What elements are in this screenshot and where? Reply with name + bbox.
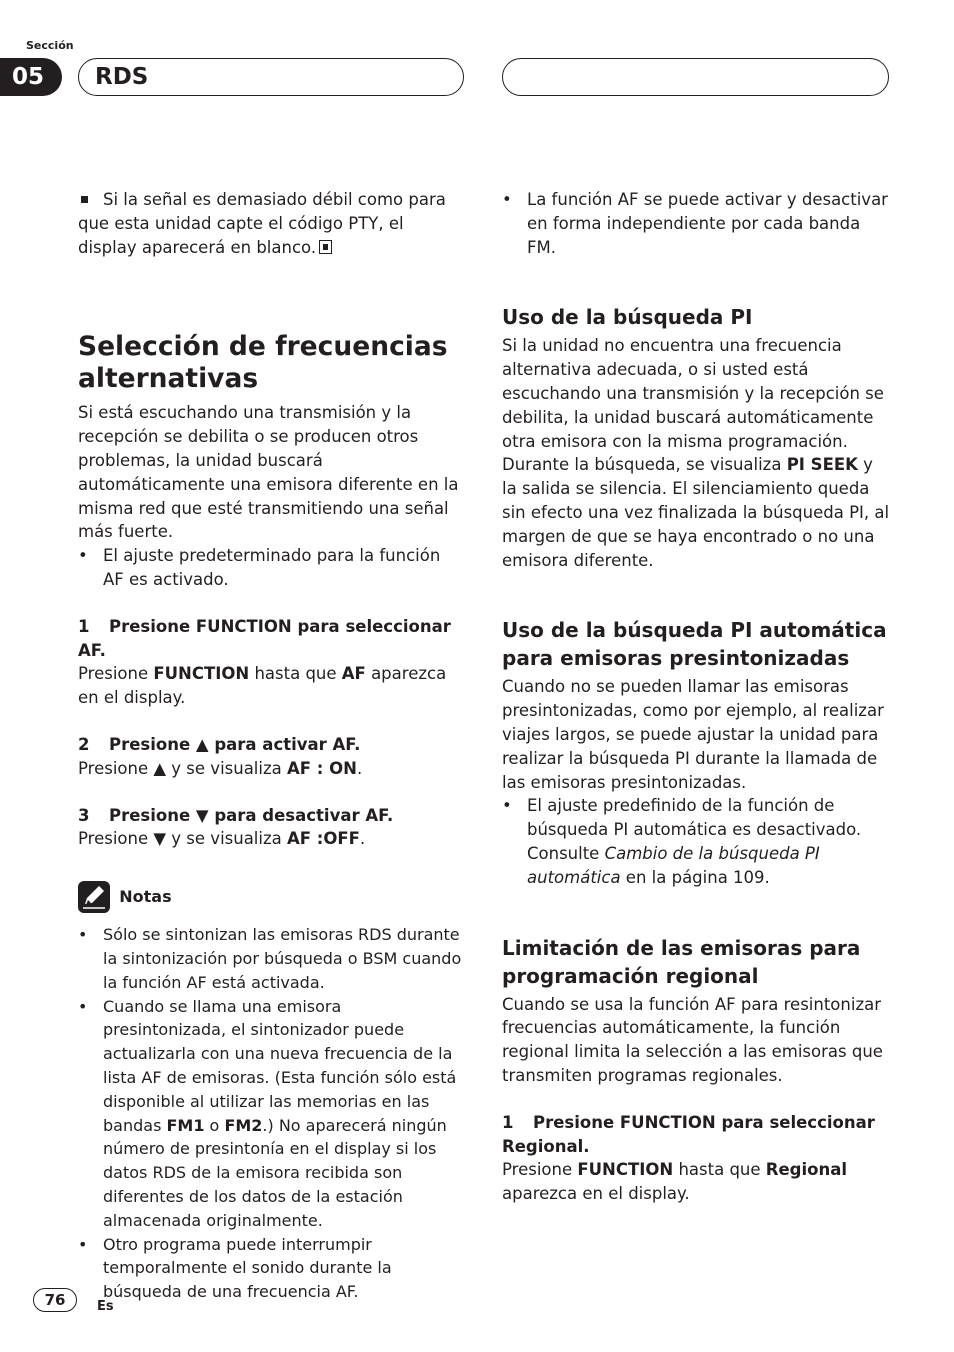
cross-reference-link: Cambio de la búsqueda PI automática xyxy=(527,843,820,887)
af-default-bullet: • El ajuste predeterminado para la función AF es activado. xyxy=(78,546,441,589)
intro-note: Si la señal es demasiado débil como para que esta unidad capte el código PTY, el display aparecerá en blanco. xyxy=(78,190,446,257)
step-1: 1 Presione FUNCTION para seleccionar AF. Presione FUNCTION hasta que AF aparezca en el display. xyxy=(78,615,466,710)
bullet-icon: • xyxy=(78,925,88,945)
regional-body: Cuando se usa la función AF para resintonizar frecuencias automáticamente, la función regional limita la selección a las emisoras que transmiten programas regionales. xyxy=(502,994,883,1085)
section-title: RDS xyxy=(95,64,149,90)
section-label: Sección xyxy=(26,39,74,52)
af-band-bullet: • La función AF se puede activar y desactivar en forma independiente por cada banda FM. xyxy=(502,190,888,257)
right-column xyxy=(502,188,890,1206)
bullet-icon: • xyxy=(502,796,512,816)
step-1-title: Presione FUNCTION para seleccionar AF. xyxy=(78,616,451,660)
step-1-body: Presione FUNCTION hasta que AF aparezca en el display. xyxy=(78,664,447,708)
language-code: Es xyxy=(97,1299,114,1314)
square-bullet-icon xyxy=(81,196,88,203)
step-2-body: Presione ▲ y se visualiza AF : ON. xyxy=(78,758,363,778)
left-column xyxy=(78,188,466,1304)
bullet-icon: • xyxy=(78,996,88,1016)
regional-step-1: 1 Presione FUNCTION para seleccionar Regional. Presione FUNCTION hasta que Regional aparezca en el display. xyxy=(502,1111,890,1206)
af-heading: Selección de frecuencias alternativas xyxy=(78,331,448,395)
regional-step-body: Presione FUNCTION hasta que Regional aparezca en el display. xyxy=(502,1160,848,1204)
step-3-body: Presione ▼ y se visualiza AF :OFF. xyxy=(78,829,366,849)
notes-header xyxy=(78,881,466,913)
header-right-box xyxy=(502,58,889,96)
pi-body: Si la unidad no encuentra una frecuencia alternativa adecuada, o si usted está escuchando una transmisión y la recepción se debilita, la unidad buscará automáticamente otra emisora con la misma programación. Durante la búsqueda, se visualiza PI SEEK y la salida se silencia. El silenciamiento queda sin efecto una vez finalizada la búsqueda PI, al margen de que se haya encontrado o no una emisora diferente. xyxy=(502,336,890,570)
auto-pi-body: Cuando no se pueden llamar las emisoras presintonizadas, como por ejemplo, al realizar viajes largos, se puede ajustar la unidad para realizar la búsqueda PI durante la llamada de las emisoras presintonizadas. xyxy=(502,677,884,792)
section-title-box xyxy=(78,58,464,96)
step-3-title: Presione ▼ para desactivar AF. xyxy=(109,805,394,825)
section-number-badge: 05 xyxy=(0,58,62,96)
notes-pencil-icon xyxy=(78,881,110,913)
auto-pi-heading: Uso de la búsqueda PI automática para emisoras presintonizadas xyxy=(502,618,887,671)
step-2: 2 Presione ▲ para activar AF. Presione ▲ y se visualiza AF : ON. xyxy=(78,733,466,781)
pi-heading: Uso de la búsqueda PI xyxy=(502,305,753,330)
note-item: • Cuando se llama una emisora presintonizada, el sintonizador puede actualizarla con una nueva frecuencia de la lista AF de emisoras. (Esta función sólo está disponible al utilizar las memorias en las bandas FM1 o FM2.) No aparecerá ningún número de presintonía en el display si los datos RDS de la emisora recibida son diferentes de los datos de la estación almacenada originalmente. xyxy=(78,996,457,1230)
regional-heading: Limitación de las emisoras para programación regional xyxy=(502,935,861,988)
step-3: 3 Presione ▼ para desactivar AF. Presione ▼ y se visualiza AF :OFF. xyxy=(78,804,466,852)
step-2-title: Presione ▲ para activar AF. xyxy=(109,734,361,754)
auto-pi-bullet: • El ajuste predefinido de la función de búsqueda PI automática es desactivado. Consulte Cambio de la búsqueda PI automática en la página 109. xyxy=(502,796,862,887)
bullet-icon: • xyxy=(502,190,512,209)
end-mark-icon xyxy=(319,240,332,254)
regional-step-title: Presione FUNCTION para seleccionar Regional. xyxy=(502,1112,875,1156)
bullet-icon: • xyxy=(78,546,88,566)
notes-list xyxy=(78,923,466,1304)
bullet-icon: • xyxy=(78,1234,88,1254)
note-item: • Otro programa puede interrumpir temporalmente el sonido durante la búsqueda de una frecuencia AF. xyxy=(78,1234,392,1302)
page-number: 76 xyxy=(33,1288,77,1312)
notes-label: Notas xyxy=(119,886,172,906)
note-item: • Sólo se sintonizan las emisoras RDS durante la sintonización por búsqueda o BSM cuando la función AF está activada. xyxy=(78,925,462,992)
af-body: Si está escuchando una transmisión y la recepción se debilita o se producen otros problemas, la unidad buscará automáticamente una emisora diferente en la misma red que esté transmitiendo una señal más fuerte. xyxy=(78,403,459,542)
